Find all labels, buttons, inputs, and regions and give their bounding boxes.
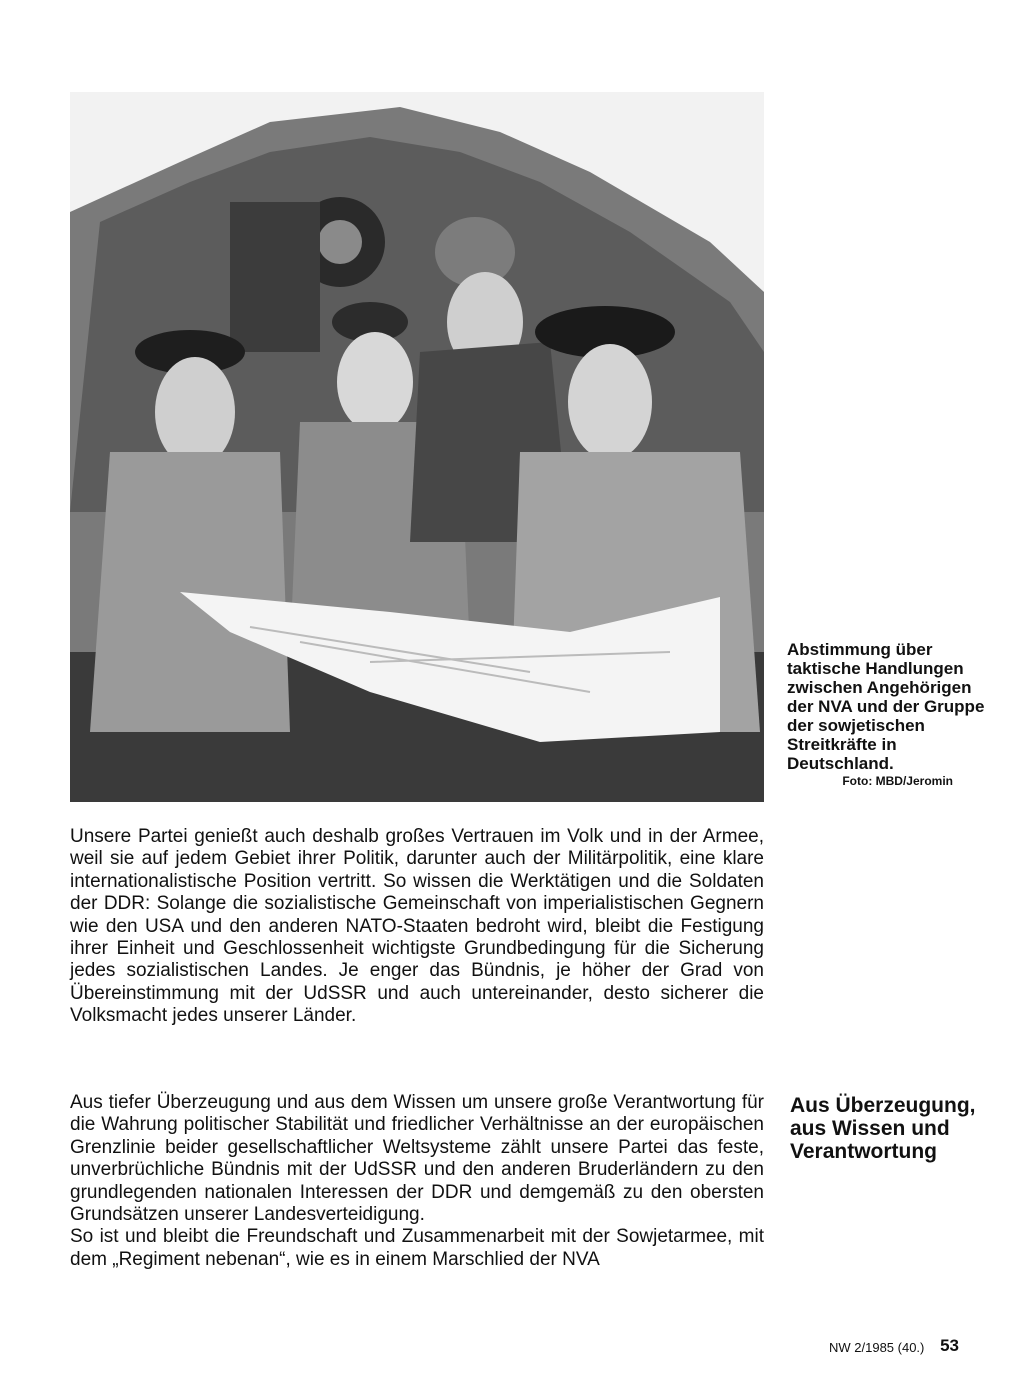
- article-paragraph-3: So ist und bleibt die Freundschaft und Zusammenarbeit mit der Sowjetarmee, mit dem „Regiment nebenan“, wie es in einem Marschlied der NVA: [70, 1226, 764, 1270]
- photo-caption: [787, 640, 997, 789]
- article-paragraph-group: [70, 1092, 764, 1271]
- article-paragraph-2: Aus tiefer Überzeugung und aus dem Wissen um unsere große Verantwortung für die Wahrung politischer Stabilität und friedlicher Verhältnisse an der europäischen Grenzlinie beider gesellschaftlicher Weltsysteme zählt unsere Partei das feste, unverbrüchliche Bündnis mit der UdSSR und den anderen Bruderländern zu den grundlegenden nationalen Interessen der DDR und demgemäß zu den obersten Grundsätzen unserer Landesverteidigung.: [70, 1092, 764, 1226]
- page-footer: [829, 1336, 959, 1360]
- section-heading: Aus Überzeugung, aus Wissen und Verantwortung: [790, 1094, 976, 1163]
- caption-text: Abstimmung über taktische Handlungen zwischen Angehörigen der NVA und der Gruppe der sowjetischen Streitkräfte in Deutschland.: [787, 640, 985, 773]
- page-number: 53: [940, 1336, 959, 1355]
- photo-illustration: [70, 92, 764, 802]
- photo-credit: Foto: MBD/Jeromin: [842, 774, 953, 788]
- issue-reference: NW 2/1985 (40.): [829, 1340, 925, 1355]
- article-photo: [70, 92, 764, 802]
- article-paragraph-1: Unsere Partei genießt auch deshalb großes Vertrauen im Volk und in der Armee, weil sie auf jedem Gebiet ihrer Politik, darunter auch der Militärpolitik, eine klare internationalistische Position vertritt. So wissen die Werktätigen und die Soldaten der DDR: Solange die sozialistische Gemeinschaft von imperialistischen Gegnern wie den USA und den anderen NATO-Staaten bedroht wird, bleibt die Festigung ihrer Einheit und Geschlossenheit wichtigste Grundbedingung für die Sicherung jedes sozialistischen Landes. Je enger das Bündnis, je höher der Grad von Übereinstimmung mit der UdSSR und auch untereinander, desto sicherer die Volksmacht jedes unserer Länder.: [70, 826, 764, 1027]
